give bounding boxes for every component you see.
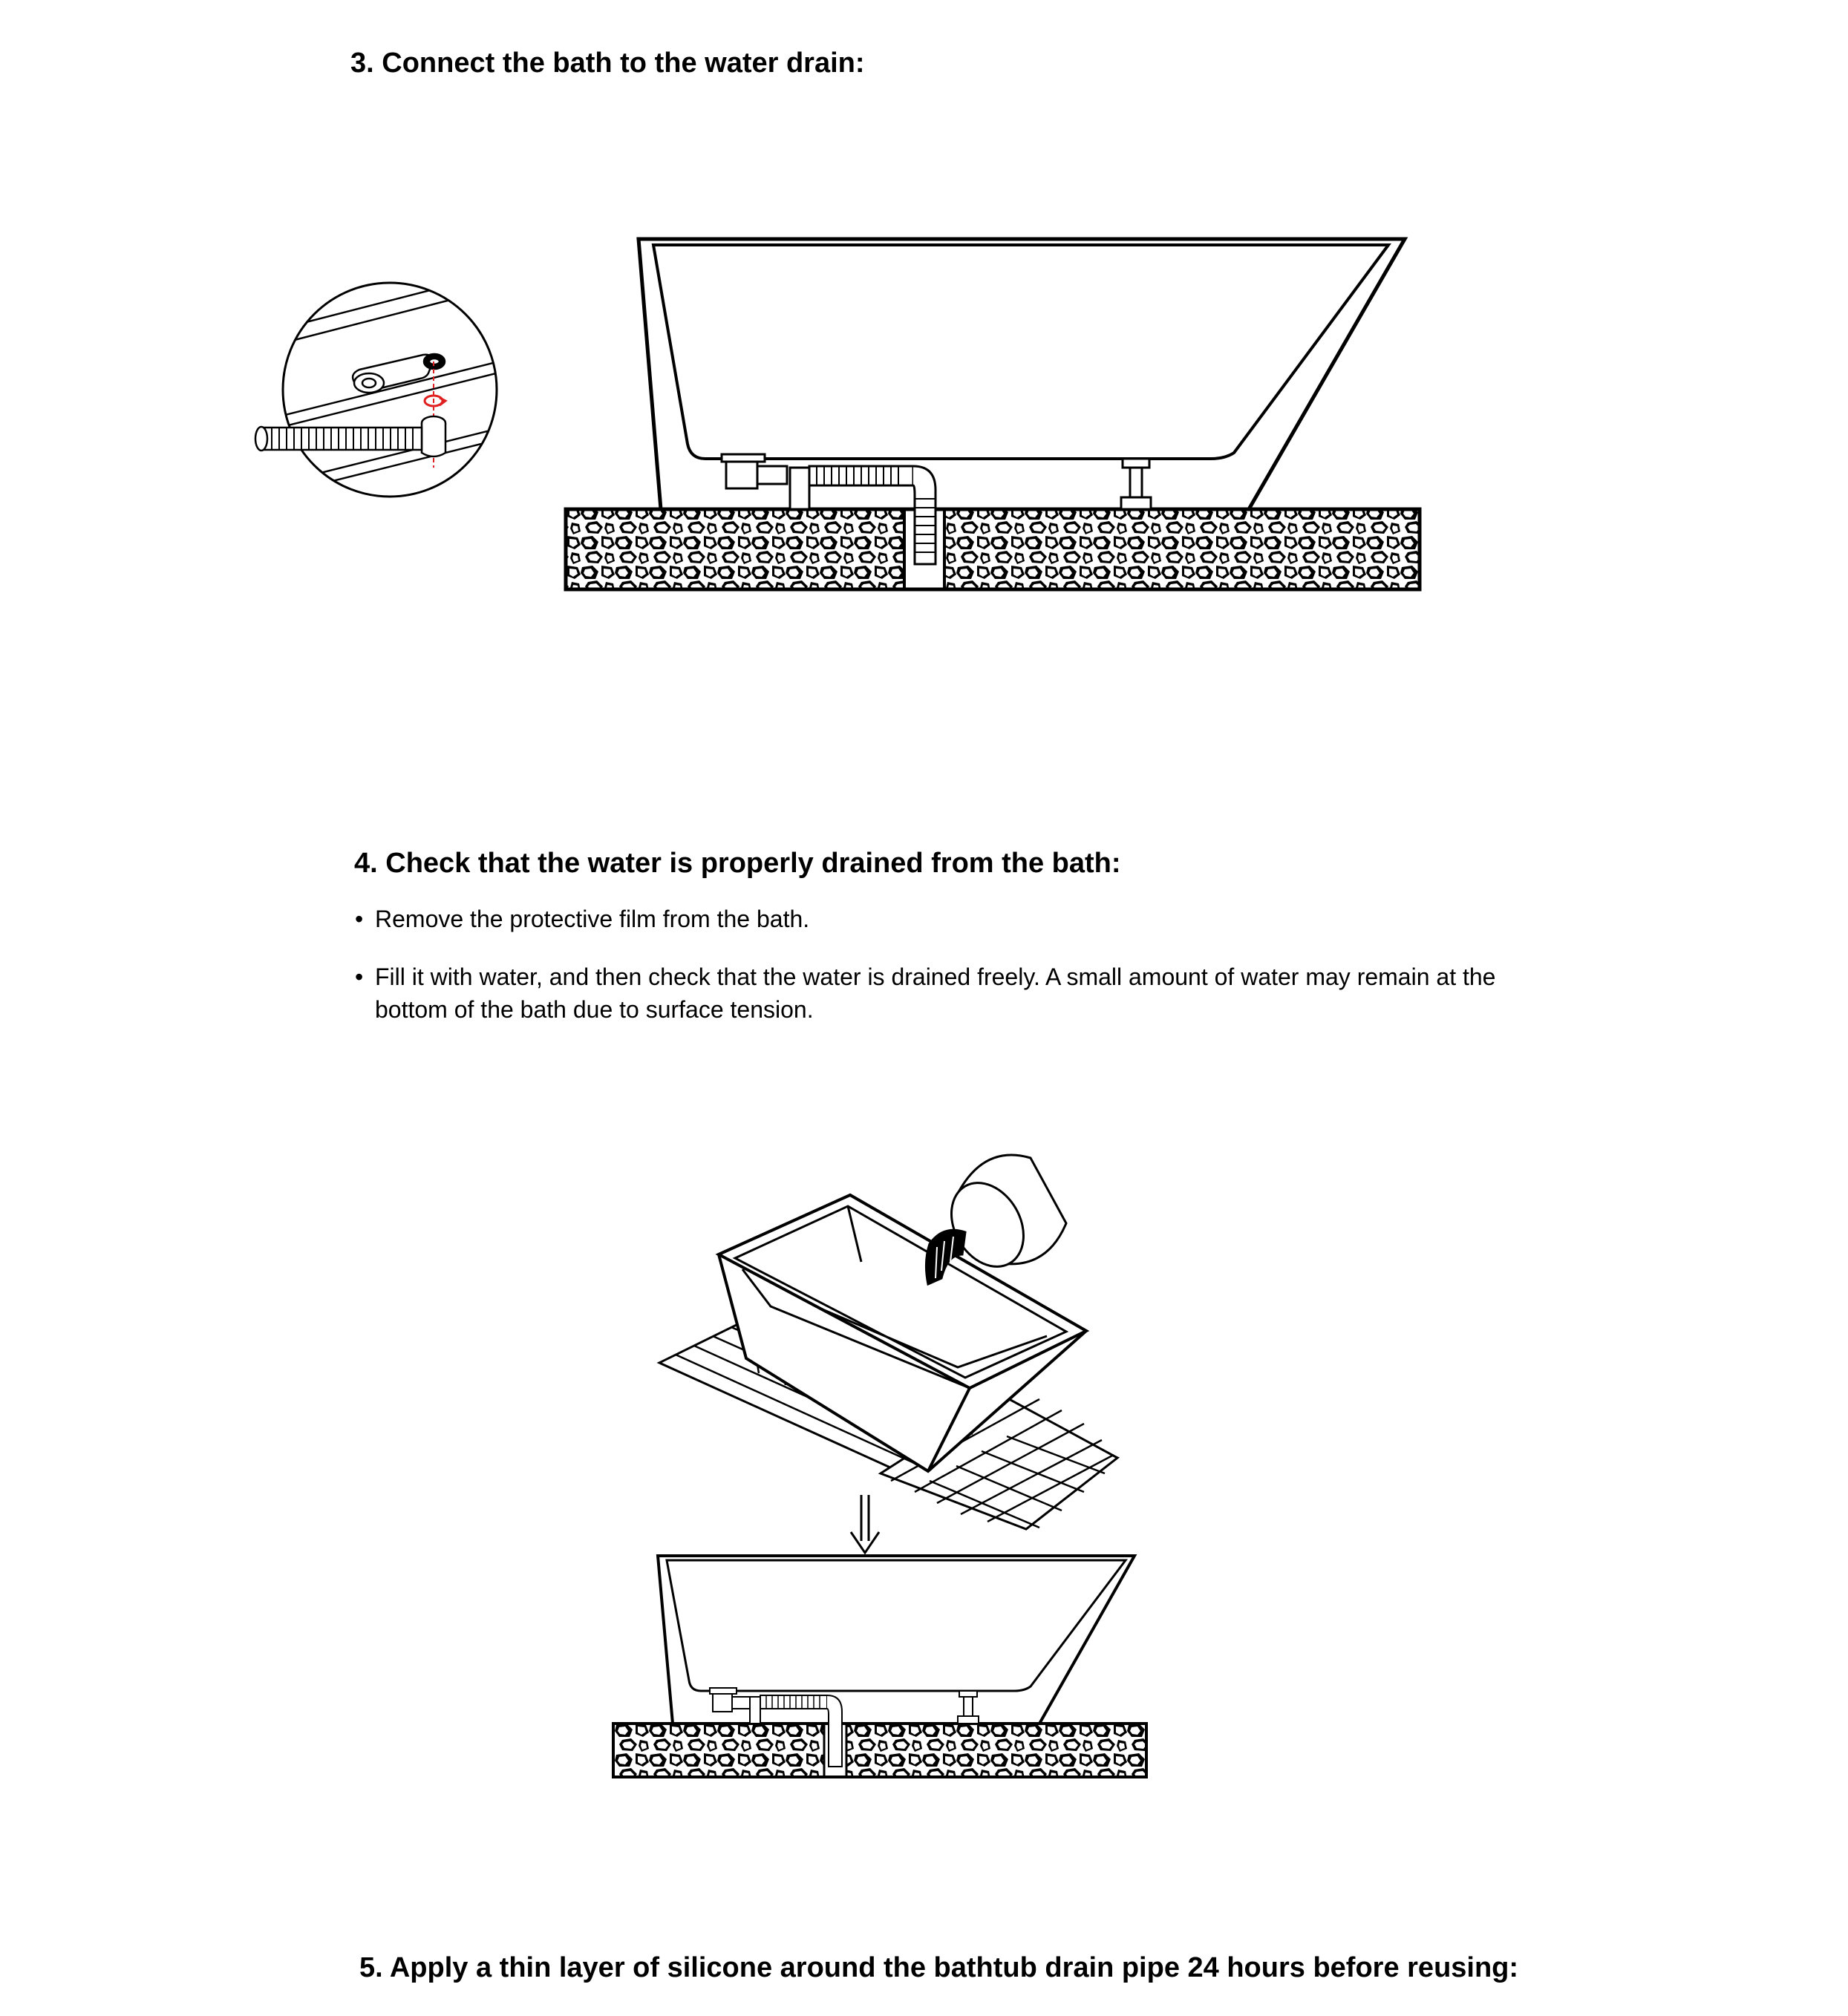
down-arrow-icon — [851, 1495, 879, 1553]
bullet-2-text: Fill it with water, and then check that the water is drained freely. A small amount of water may remain at the bottom of the bath due to surface tension. — [375, 963, 1496, 1023]
step-5-number: 5. — [359, 1952, 383, 1983]
step-5-title: Apply a thin layer of silicone around the bathtub drain pipe 24 hours before reusing: — [389, 1952, 1519, 1983]
step-4-number: 4. — [354, 848, 378, 879]
bath-isometric-figure — [659, 1155, 1117, 1529]
step-3-number: 3. — [350, 48, 374, 79]
step-3-title: Connect the bath to the water drain: — [382, 48, 865, 79]
step-4-title: Check that the water is properly drained from the bath: — [385, 848, 1121, 879]
bullet-1-text: Remove the protective film from the bath. — [375, 906, 810, 932]
bath-side-view-top — [566, 239, 1420, 589]
bullet-dot: • — [355, 906, 364, 932]
connection-detail-figure — [255, 267, 520, 497]
bullet-dot: • — [355, 963, 364, 990]
bath-side-view-bottom — [613, 1556, 1146, 1777]
